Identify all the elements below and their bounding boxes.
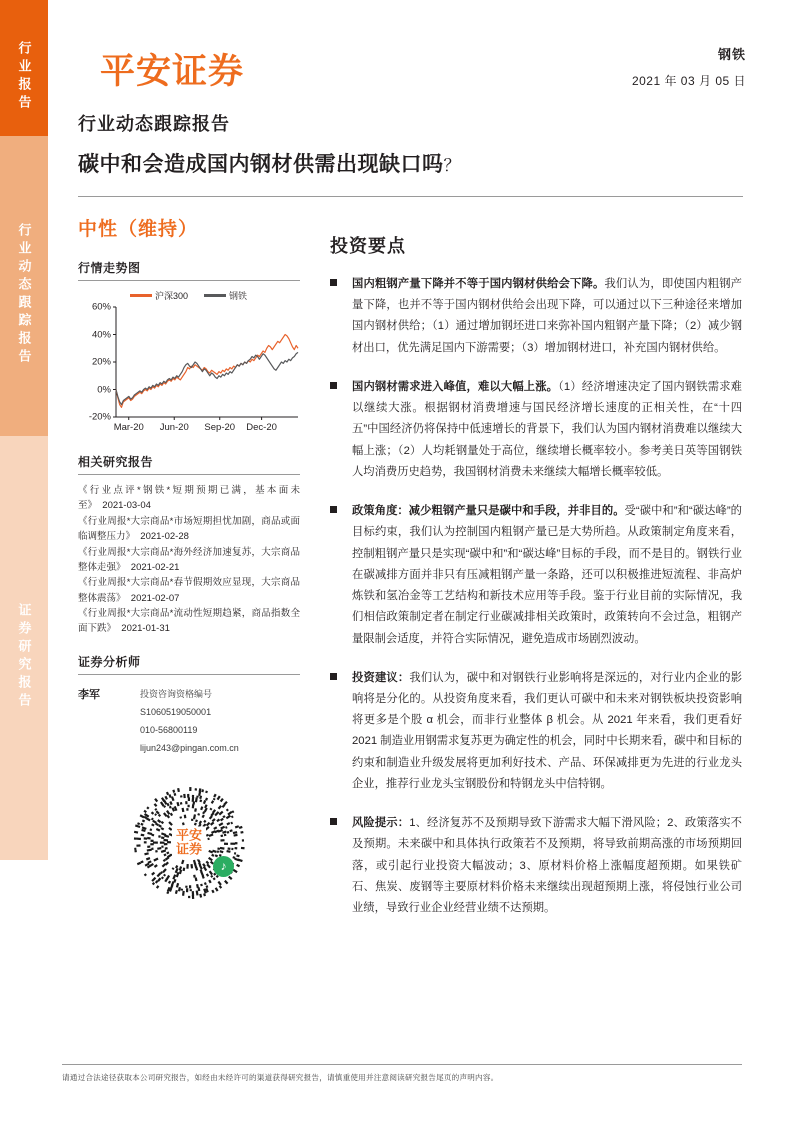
sidebar-band-industry-report: [0, 0, 48, 136]
investment-points-title: 投资要点: [330, 236, 406, 256]
sidebar-band-label: 行业动态跟踪报告: [16, 223, 32, 367]
bullet-square-icon: [330, 274, 352, 359]
qr-logo-line2: 证券: [175, 841, 203, 857]
chart-series-line: [116, 352, 298, 404]
analyst-row: [78, 685, 300, 757]
bullet-square-icon: [330, 377, 352, 483]
report-subtitle: 行业动态跟踪报告: [78, 114, 230, 134]
related-report-item[interactable]: [78, 483, 300, 514]
header-divider: [78, 196, 743, 197]
header-meta: [632, 44, 746, 89]
investment-point-text: [352, 274, 742, 359]
legend-label: 钢铁: [229, 291, 248, 301]
footer-divider: [62, 1064, 742, 1065]
investment-point-lead: 国内粗钢产量下降并不等于国内钢材供给会下降。: [352, 278, 605, 290]
section-divider: [78, 280, 300, 281]
chart-x-tick-label: Mar-20: [113, 422, 144, 433]
investment-point-body: （1）经济增速决定了国内钢铁需求难以继续大涨。根据钢材消费增速与国民经济增长速度的正相关性，在“十四五”中国经济仍将保持中低速增长的背景下，我们认为国内钢材消费难以继续大幅上涨；（2）人均耗钢量处于高位，继续增长概率较小。参考美日英等国钢铁人均消费历史趋势，我国钢材消费未来继续大幅增长概率较低。: [352, 380, 742, 478]
chart-y-tick-label: 60%: [91, 301, 111, 313]
related-report-date: 2021-03-04: [97, 500, 151, 512]
investment-point: [330, 501, 742, 650]
investment-point: [330, 274, 742, 359]
related-report-date: 2021-02-28: [135, 531, 189, 543]
legend-swatch-icon: [130, 294, 152, 297]
qr-code-wrapper: [78, 787, 300, 899]
investment-point: [330, 377, 742, 483]
sidebar-band-label: 行业报告: [16, 41, 32, 113]
related-report-date: 2021-02-21: [125, 561, 180, 573]
chart-y-tick-label: 20%: [91, 356, 111, 368]
chart-x-tick-label: Jun-20: [159, 422, 189, 433]
related-reports-list: [78, 483, 300, 637]
chart-x-tick-label: Dec-20: [246, 422, 277, 433]
investment-point-body: 1、经济复苏不及预期导致下游需求大幅下滑风险；2、政策落实不及预期。未来碳中和具体执行政策若不及预期，将导致前期高涨的市场预期回落，或引起行业投资大幅波动；3、原材料价格上涨幅度超预期。如果铁矿石、焦炭、废钢等主要原材料价格未来继续出现超预期上涨，将侵蚀行业公司业绩，导致行业企业经营业绩不达预期。: [352, 817, 742, 915]
analyst-qualification-label: 投资咨询资格编号: [140, 688, 213, 699]
investment-point-lead: 风险提示：: [352, 817, 410, 830]
investment-point-body: 受“碳中和”和“碳达峰”的目标约束，我们认为控制国内粗钢产量已是大势所趋。从政策制定角度来看，控制粗钢产量只是实现“碳中和”和“碳达峰”目标的手段，而不是目的。钢铁行业在碳减排方面并非只有压减粗钢产量一条路，还可以积极推进短流程、非高炉炼铁和氢冶金等工艺结构和新技术应用等手段。鉴于行业目前的实际情况，我们相信政策制定者在制定行业碳减排相关政策时，政策转向不会过急，粗钢产量限制会适度，并符合实际情况，避免造成市场剧烈波动。: [352, 505, 742, 645]
chart-y-tick-label: -20%: [88, 411, 111, 423]
report-header: [78, 36, 746, 96]
chart-plot-area: [78, 301, 300, 439]
related-report-date: 2021-02-07: [125, 592, 180, 604]
sidebar-band-securities-research-report: [0, 436, 48, 860]
chart-section-title: 行情走势图: [78, 261, 141, 275]
industry-category: 钢铁: [717, 47, 746, 62]
chart-y-tick-label: 0%: [97, 384, 111, 395]
qr-logo-line1: 平安: [175, 827, 203, 843]
legend-swatch-icon: [204, 294, 226, 297]
wechat-badge-icon: ♪: [213, 856, 234, 877]
chart-svg: [78, 301, 300, 439]
analyst-name: 李军: [78, 688, 100, 701]
bullet-square-icon: [330, 501, 352, 650]
page-title-text: 碳中和会造成国内钢材供需出现缺口吗: [78, 153, 444, 176]
wechat-qr-code[interactable]: [133, 787, 245, 899]
related-report-date: 2021-01-31: [116, 623, 170, 635]
investment-point: [330, 813, 742, 919]
left-column: [78, 214, 300, 899]
chart-x-tick-label: Sep-20: [204, 422, 236, 433]
investment-point-lead: 国内钢材需求进入峰值，难以大幅上涨。: [352, 380, 559, 393]
related-reports-title: 相关研究报告: [78, 455, 154, 469]
section-divider: [78, 674, 300, 675]
company-logo: 平安证券: [100, 52, 245, 91]
analyst-section-title: 证券分析师: [78, 654, 141, 669]
main-content: [330, 232, 742, 937]
related-reports-section: [78, 453, 300, 637]
sidebar-band-dynamic-tracking-report: [0, 136, 48, 436]
legend-label: 沪深300: [155, 291, 189, 301]
investment-point-text: [352, 668, 742, 795]
related-report-item[interactable]: [78, 545, 300, 576]
related-report-title: 《行业周报*大宗商品*市场短期担忧加剧，商品或面临调整压力》: [78, 515, 300, 543]
analyst-email[interactable]: lijun243@pingan.com.cn: [140, 742, 239, 753]
investment-point-body: 我们认为，即使国内粗钢产量下降，也并不等于国内钢材供给会出现下降，可以通过以下三种途径来增加国内钢材供给；（1）通过增加钢坯进口来弥补国内粗钢产量下降；（2）减少钢材出口，优先满足国内下游需要；（3）增加钢材进口，补充国内钢材供给。: [352, 278, 742, 354]
investment-point-text: [352, 377, 742, 483]
report-date: 2021 年 03 月 05 日: [631, 74, 746, 88]
investment-point-lead: 政策角度：减少粗钢产量只是碳中和手段，并非目的。: [352, 505, 625, 518]
analyst-section: [78, 653, 300, 757]
rating-badge: 中性（维持）: [78, 219, 199, 240]
bullet-square-icon: [330, 813, 352, 919]
title-block: [78, 110, 743, 178]
market-trend-chart: [78, 289, 300, 439]
related-report-title: 《行业周报*大宗商品*春节假期效应显现，大宗商品整体震荡》: [78, 577, 300, 604]
investment-point-text: [352, 501, 742, 650]
page-title: [78, 148, 743, 178]
related-report-item[interactable]: [78, 575, 300, 606]
footer-disclaimer: 请通过合法途径获取本公司研究报告，如经由未经许可的渠道获得研究报告，请慎重使用并注意阅读研究报告尾页的声明内容。: [62, 1073, 499, 1082]
analyst-details: [140, 685, 239, 757]
sidebar-band-label: 证券研究报告: [16, 603, 32, 711]
left-sidebar: [0, 0, 48, 860]
related-report-item[interactable]: [78, 606, 300, 637]
section-divider: [78, 474, 300, 475]
chart-axis: [116, 307, 298, 417]
related-report-title: 《行业周报*大宗商品*流动性短期趋紧，商品指数全面下跌》: [78, 608, 300, 635]
related-report-title: 《行业周报*大宗商品*海外经济加速复苏，大宗商品整体走强》: [78, 546, 300, 573]
related-report-title: 《行业点评*钢铁*短期预期已满，基本面未至》: [78, 485, 300, 512]
investment-points-list: [330, 274, 742, 919]
investment-point: [330, 668, 742, 795]
investment-point-lead: 投资建议：: [352, 671, 410, 684]
page-title-question-mark: ？: [443, 156, 461, 175]
investment-point-text: [352, 813, 742, 919]
chart-section: [78, 259, 300, 439]
bullet-square-icon: [330, 668, 352, 795]
qr-center-logo: [172, 826, 206, 859]
analyst-qualification-code: S1060519050001: [140, 706, 212, 717]
chart-y-tick-label: 40%: [91, 329, 111, 340]
analyst-phone: 010-56800119: [140, 724, 198, 735]
investment-point-body: 我们认为，碳中和对钢铁行业影响将是深远的，对行业内企业的影响将是分化的。从投资角度来看，我们更认可碳中和未来对钢铁板块投资影响将更多是个股 α 机会，而非行业整体 β 机会。从 2021 年来看，我们更看好 2021 制造业用钢需求复苏更为确定性的机会，同时中长期来看，碳中和目标的约束和制造业升级发展将更加利好技术、产品、环保减排更为先进的行业龙头企业，推荐行业龙头宝钢股份和特钢龙头中信特钢。: [352, 671, 742, 790]
related-report-item[interactable]: [78, 514, 300, 545]
